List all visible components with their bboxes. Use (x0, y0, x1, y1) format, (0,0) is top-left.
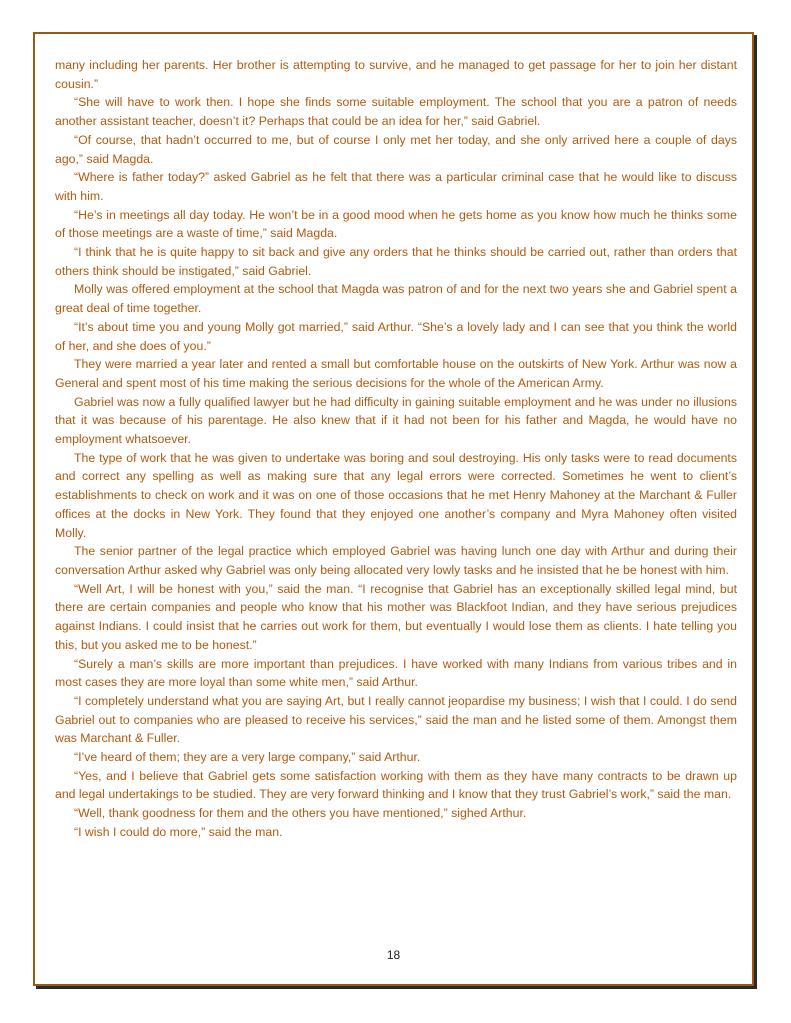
paragraph: Molly was offered employment at the school that Magda was patron of and for the next two years she and Gabriel spent a great deal of time together. (55, 282, 737, 316)
paragraph: The type of work that he was given to undertake was boring and soul destroying. His only tasks were to read documents and correct any spelling as well as making sure that any legal errors were corrected. Sometimes he went to client’s establishments to check on work and it was on one of those occasions that he met Henry Mahoney at the Marchant & Fuller offices at the docks in New York. They found that they enjoyed one another’s company and Myra Mahoney often visited Molly. (55, 450, 737, 540)
paragraph: “Of course, that hadn’t occurred to me, but of course I only met her today, and she only arrived here a couple of days ago,” said Magda. (55, 132, 737, 166)
paragraph: The senior partner of the legal practice which employed Gabriel was having lunch one day with Arthur and during their conversation Arthur asked why Gabriel was only being allocated very lowly tasks and he insisted that he be honest with him. (55, 544, 737, 577)
paragraph: “Where is father today?” asked Gabriel as he felt that there was a particular criminal case that he would like to discuss with him. (55, 170, 737, 203)
text-body (55, 56, 737, 842)
paragraph: “I completely understand what you are saying Art, but I really cannot jeopardise my business; I wish that I could. I do send Gabriel out to companies who are pleased to receive his services,” said the man and he listed some of them. Amongst them was Marchant & Fuller. (55, 693, 737, 746)
paragraph: “I think that he is quite happy to sit back and give any orders that he thinks should be carried out, rather than orders that others think should be instigated,” said Gabriel. (55, 245, 737, 278)
paragraph: “It’s about time you and young Molly got married,” said Arthur. “She’s a lovely lady and I can see that you think the world of her, and she does of you.” (55, 319, 737, 353)
paragraph: “Surely a man’s skills are more important than prejudices. I have worked with many Indians from various tribes and in most cases they are more loyal than some white men,” said Arthur. (55, 656, 737, 690)
paragraph: “I wish I could do more,” said the man. (74, 824, 283, 839)
paragraph: “Yes, and I believe that Gabriel gets some satisfaction working with them as they have many contracts to be drawn up and legal undertakings to be studied. They are very forward thinking and I know that they trust Gabriel’s work,” said the man. (55, 768, 737, 802)
paragraph: many including her parents. Her brother is attempting to survive, and he managed to get passage for her to join her distant cousin.” (55, 58, 737, 91)
page-number: 18 (386, 948, 401, 962)
paragraph: “She will have to work then. I hope she finds some suitable employment. The school that you are a patron of needs another assistant teacher, doesn’t it? Perhaps that could be an idea for her,” said Gabriel. (55, 95, 737, 129)
paragraph: “He’s in meetings all day today. He won’t be in a good mood when he gets home as you know how much he thinks some of those meetings are a waste of time,” said Magda. (55, 207, 737, 241)
paragraph: “Well, thank goodness for them and the others you have mentioned,” sighed Arthur. (74, 806, 527, 821)
paragraph: “Well Art, I will be honest with you,” said the man. “I recognise that Gabriel has an exceptionally skilled legal mind, but there are certain companies and people who know that his mother was Blackfoot Indian, and they have serious prejudices against Indians. I could insist that he carries out work for them, but eventually I would lose them as clients. I hate telling you this, but you asked me to be honest.” (55, 581, 737, 652)
paragraph: Gabriel was now a fully qualified lawyer but he had difficulty in gaining suitable employment and he was under no illusions that it was because of his parentage. He also knew that if it had not been for his father and Magda, he would have no employment whatsoever. (55, 394, 737, 447)
page-frame (33, 32, 754, 986)
paragraph: “I’ve heard of them; they are a very large company,” said Arthur. (74, 750, 421, 765)
paragraph: They were married a year later and rented a small but comfortable house on the outskirts of New York. Arthur was now a General and spent most of his time making the serious decisions for the whole of the American Army. (55, 357, 737, 390)
